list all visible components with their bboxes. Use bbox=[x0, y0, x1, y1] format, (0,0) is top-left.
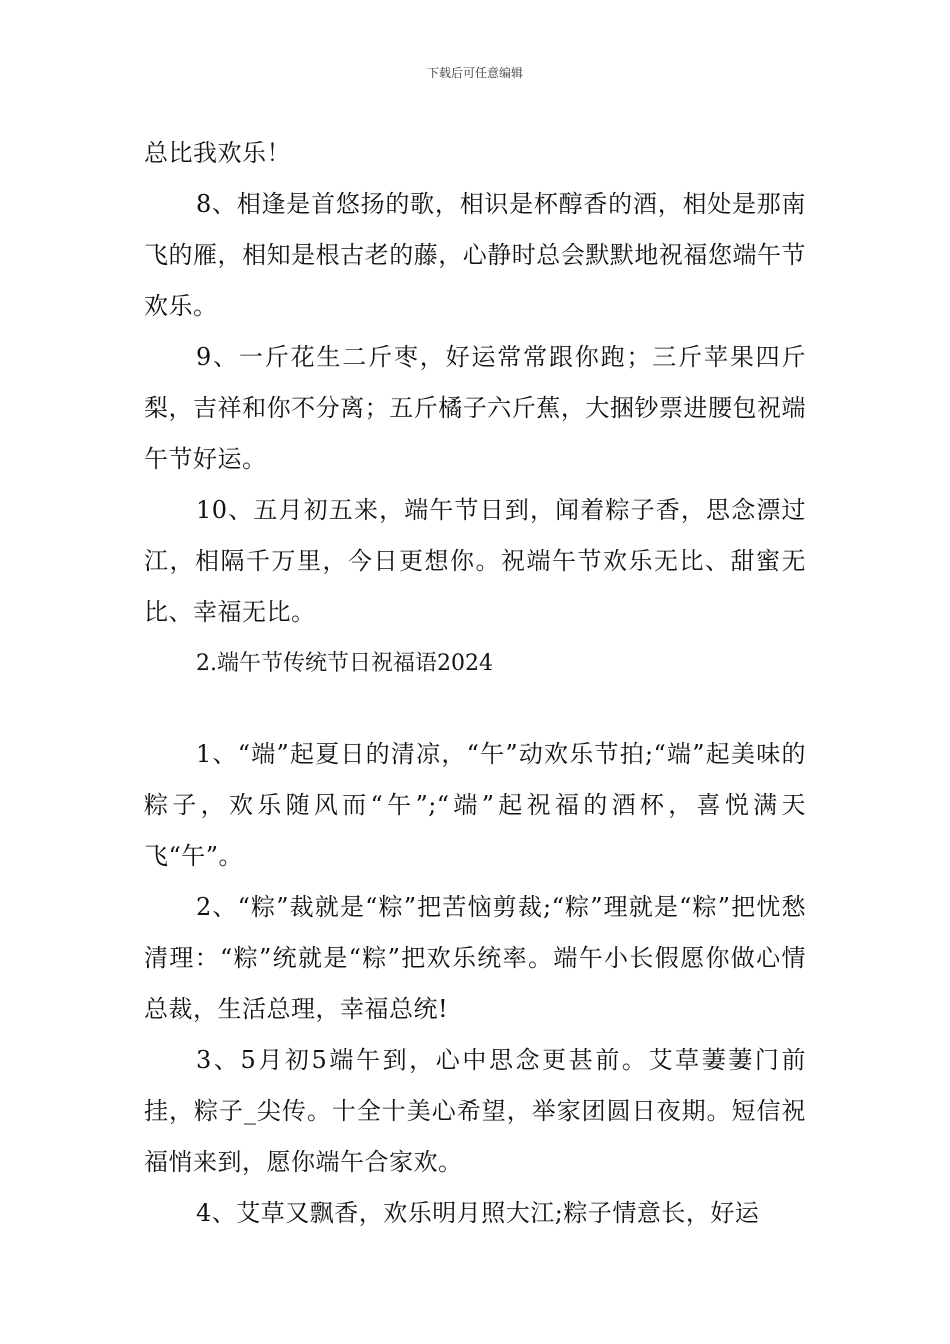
paragraph-wish-10: 10、五月初五来，端午节日到，闻着粽子香，思念漂过江，相隔千万里，今日更想你。祝端午节欢乐无比、甜蜜无比、幸福无比。 bbox=[144, 496, 806, 626]
document-body bbox=[144, 128, 806, 1239]
paragraph-wish-1: 1、“端”起夏日的清凉，“午”动欢乐节拍;“端”起美味的粽子，欢乐随风而“午”;“端”起祝福的酒杯，喜悦满天飞“午”。 bbox=[144, 740, 806, 870]
paragraph-wish-8: 8、相逢是首悠扬的歌，相识是杯醇香的酒，相处是那南飞的雁，相知是根古老的藤，心静时总会默默地祝福您端午节欢乐。 bbox=[144, 190, 806, 320]
spacer bbox=[144, 689, 806, 729]
paragraph-wish-4: 4、艾草又飘香，欢乐明月照大江;粽子情意长，好运 bbox=[196, 1199, 760, 1227]
paragraph-continued: 总比我欢乐！ bbox=[144, 139, 291, 167]
paragraph-wish-9: 9、一斤花生二斤枣，好运常常跟你跑；三斤苹果四斤梨，吉祥和你不分离；五斤橘子六斤蕉，大捆钞票进腰包祝端午节好运。 bbox=[144, 343, 806, 473]
page-header-note: 下载后可任意编辑 bbox=[426, 66, 523, 80]
section-heading: 2.端午节传统节日祝福语2024 bbox=[196, 651, 493, 676]
paragraph-wish-2: 2、“粽”裁就是“粽”把苦恼剪裁;“粽”理就是“粽”把忧愁清理：“粽”统就是“粽”把欢乐统率。端午小长假愿你做心情总裁，生活总理，幸福总统! bbox=[144, 893, 806, 1023]
paragraph-wish-3: 3、5月初5端午到，心中思念更甚前。艾草萋萋门前挂，粽子_尖传。十全十美心希望，举家团圆日夜期。短信祝福悄来到，愿你端午合家欢。 bbox=[144, 1046, 806, 1176]
